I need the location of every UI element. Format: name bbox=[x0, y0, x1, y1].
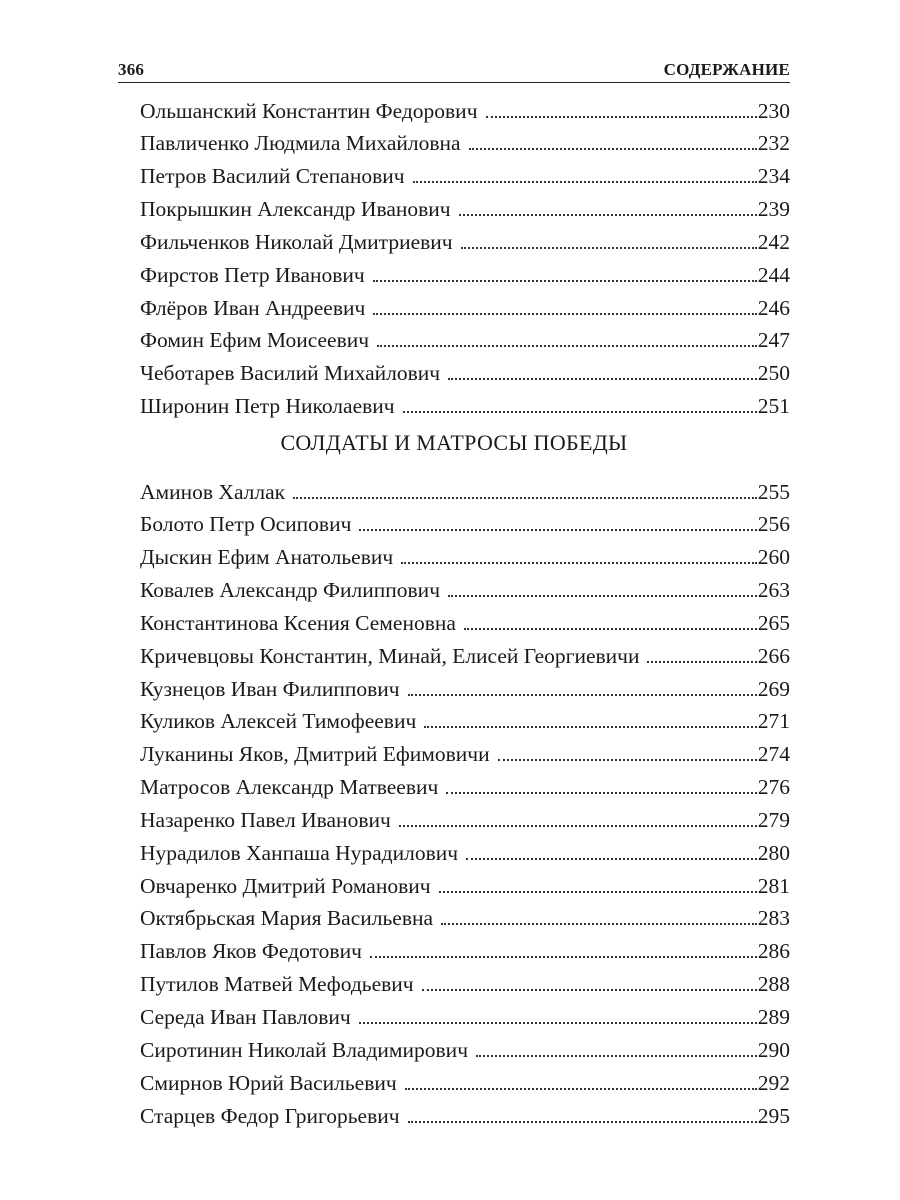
toc-entry bbox=[140, 357, 790, 390]
toc-entry-name: Дыскин Ефим Анатольевич bbox=[140, 545, 394, 570]
toc-entry bbox=[140, 390, 790, 423]
toc-entry-name: Ковалев Александр Филиппович bbox=[140, 578, 441, 603]
toc-entry-name: Смирнов Юрий Васильевич bbox=[140, 1070, 397, 1095]
running-title: СОДЕРЖАНИЕ bbox=[663, 60, 790, 79]
toc-entry-page: 290 bbox=[757, 1037, 790, 1062]
toc-entry-name: Овчаренко Дмитрий Романович bbox=[140, 873, 431, 898]
toc-entry-page: 288 bbox=[757, 972, 790, 997]
toc-entry bbox=[140, 836, 790, 869]
toc-entry-name: Петров Василий Степанович bbox=[140, 164, 405, 189]
toc-entry bbox=[140, 94, 790, 127]
dot-leader bbox=[399, 803, 757, 827]
toc-entry-page: 263 bbox=[757, 578, 790, 603]
toc-entry-page: 230 bbox=[757, 98, 790, 123]
toc-entry-name: Павличенко Людмила Михайловна bbox=[140, 131, 461, 156]
toc-entry-name: Болото Петр Осипович bbox=[140, 512, 352, 537]
toc-entry-page: 256 bbox=[757, 512, 790, 537]
toc-entry-page: 234 bbox=[757, 164, 790, 189]
toc-entry-name: Кричевцовы Константин, Минай, Елисей Георгиевичи bbox=[140, 643, 640, 668]
toc-entry-page: 289 bbox=[757, 1005, 790, 1029]
toc-entry-page: 250 bbox=[757, 361, 790, 386]
toc-entry bbox=[140, 574, 790, 607]
toc-entry bbox=[140, 291, 790, 324]
toc-entry bbox=[140, 324, 790, 357]
dot-leader bbox=[448, 357, 757, 381]
dot-leader bbox=[498, 738, 757, 762]
toc-entry-name: Старцев Федор Григорьевич bbox=[140, 1103, 400, 1128]
toc-entry-name: Павлов Яков Федотович bbox=[140, 939, 362, 964]
toc-entry bbox=[140, 1033, 790, 1066]
toc-entry-name: Широнин Петр Николаевич bbox=[140, 394, 395, 419]
dot-leader bbox=[469, 127, 757, 151]
header-rule bbox=[118, 82, 790, 83]
toc-entry bbox=[140, 869, 790, 902]
toc-entry-name: Назаренко Павел Иванович bbox=[140, 807, 391, 832]
dot-leader bbox=[439, 869, 757, 893]
toc-entry-name: Нурадилов Ханпаша Нурадилович bbox=[140, 840, 459, 865]
toc-entry bbox=[140, 672, 790, 705]
toc-entry bbox=[140, 705, 790, 738]
toc-list-section-two bbox=[140, 475, 790, 1132]
toc-entry-page: 255 bbox=[757, 479, 790, 504]
toc-entry-page: 286 bbox=[757, 939, 790, 964]
toc-entry-name: Чеботарев Василий Михайлович bbox=[140, 361, 441, 386]
running-header bbox=[118, 50, 790, 80]
dot-leader bbox=[448, 574, 757, 598]
toc-entry-name: Флёров Иван Андреевич bbox=[140, 295, 366, 320]
toc-entry-name: Покрышкин Александр Иванович bbox=[140, 197, 451, 222]
toc-entry-page: 260 bbox=[757, 545, 790, 570]
section-title: СОЛДАТЫ И МАТРОСЫ ПОБЕДЫ bbox=[280, 430, 628, 455]
toc-entry-name: Сиротинин Николай Владимирович bbox=[140, 1037, 469, 1062]
toc-entry bbox=[140, 935, 790, 968]
dot-leader bbox=[461, 225, 757, 249]
toc-entry bbox=[140, 803, 790, 836]
toc-entry-name: Середа Иван Павлович bbox=[140, 1005, 351, 1029]
dot-leader bbox=[403, 390, 757, 414]
dot-leader bbox=[464, 606, 757, 630]
toc-entry bbox=[140, 541, 790, 574]
toc-entry-name: Куликов Алексей Тимофеевич bbox=[140, 709, 417, 734]
dot-leader bbox=[408, 672, 757, 696]
toc-entry-name: Аминов Халлак bbox=[140, 479, 286, 504]
toc-entry-name: Константинова Ксения Семеновна bbox=[140, 610, 456, 635]
toc-entry-page: 239 bbox=[757, 197, 790, 222]
toc-entry-page: 247 bbox=[757, 328, 790, 353]
dot-leader bbox=[405, 1066, 757, 1090]
toc-entry-name: Кузнецов Иван Филиппович bbox=[140, 676, 400, 701]
toc-entry-page: 279 bbox=[757, 807, 790, 832]
toc-entry bbox=[140, 606, 790, 639]
toc-entry-page: 242 bbox=[757, 229, 790, 254]
dot-leader bbox=[476, 1033, 757, 1057]
dot-leader bbox=[441, 902, 757, 926]
toc-entry bbox=[140, 127, 790, 160]
dot-leader bbox=[401, 541, 757, 565]
toc-entry-name: Фирстов Петр Иванович bbox=[140, 262, 365, 287]
toc-entry bbox=[140, 258, 790, 291]
toc-entry bbox=[140, 1099, 790, 1132]
dot-leader bbox=[413, 160, 757, 184]
dot-leader bbox=[359, 508, 756, 532]
dot-leader bbox=[446, 771, 756, 795]
toc-entry-name: Путилов Матвей Мефодьевич bbox=[140, 972, 414, 997]
toc-entry-page: 269 bbox=[757, 676, 790, 701]
dot-leader bbox=[408, 1099, 757, 1123]
toc-entry-page: 281 bbox=[757, 873, 790, 898]
toc-entry-page: 265 bbox=[757, 610, 790, 635]
toc-entry-name: Луканины Яков, Дмитрий Ефимовичи bbox=[140, 742, 490, 767]
toc-entry-page: 283 bbox=[757, 906, 790, 931]
toc-entry bbox=[140, 639, 790, 672]
dot-leader bbox=[359, 1001, 757, 1025]
toc-entry bbox=[140, 1066, 790, 1099]
dot-leader bbox=[377, 324, 757, 348]
dot-leader bbox=[293, 475, 757, 499]
toc-entry-name: Фомин Ефим Моисеевич bbox=[140, 328, 370, 353]
toc-entry-page: 280 bbox=[757, 840, 790, 865]
page-number: 366 bbox=[118, 60, 145, 79]
toc-entry-page: 276 bbox=[757, 775, 790, 800]
toc-entry-name: Октябрьская Мария Васильевна bbox=[140, 906, 434, 931]
dot-leader bbox=[466, 836, 757, 860]
toc-entry bbox=[140, 160, 790, 193]
toc-entry bbox=[140, 738, 790, 771]
toc-entry-page: 271 bbox=[757, 709, 790, 734]
toc-entry-name: Ольшанский Константин Федорович bbox=[140, 98, 478, 123]
toc-entry bbox=[140, 193, 790, 226]
toc-entry bbox=[140, 508, 790, 541]
toc-entry-name: Матросов Александр Матвеевич bbox=[140, 775, 439, 800]
dot-leader bbox=[647, 639, 756, 663]
toc-entry bbox=[140, 968, 790, 1001]
toc-entry-name: Фильченков Николай Дмитриевич bbox=[140, 229, 453, 254]
toc-list-section-one bbox=[140, 94, 790, 422]
dot-leader bbox=[373, 258, 757, 282]
toc-entry-page: 232 bbox=[757, 131, 790, 156]
dot-leader bbox=[422, 968, 757, 992]
toc-entry bbox=[140, 475, 790, 508]
dot-leader bbox=[486, 94, 757, 118]
toc-entry-page: 292 bbox=[757, 1070, 790, 1095]
toc-entry-page: 266 bbox=[757, 643, 790, 668]
dot-leader bbox=[370, 935, 757, 959]
toc-entry bbox=[140, 771, 790, 804]
dot-leader bbox=[373, 291, 756, 315]
toc-entry-page: 295 bbox=[757, 1103, 790, 1128]
toc-entry-page: 244 bbox=[757, 262, 790, 287]
toc-entry bbox=[140, 1001, 790, 1034]
toc-entry-page: 246 bbox=[757, 295, 790, 320]
toc-entry-page: 274 bbox=[757, 742, 790, 767]
toc-entry bbox=[140, 225, 790, 258]
toc-entry bbox=[140, 902, 790, 935]
dot-leader bbox=[424, 705, 756, 729]
toc-entry-page: 251 bbox=[757, 394, 790, 419]
dot-leader bbox=[459, 193, 757, 217]
